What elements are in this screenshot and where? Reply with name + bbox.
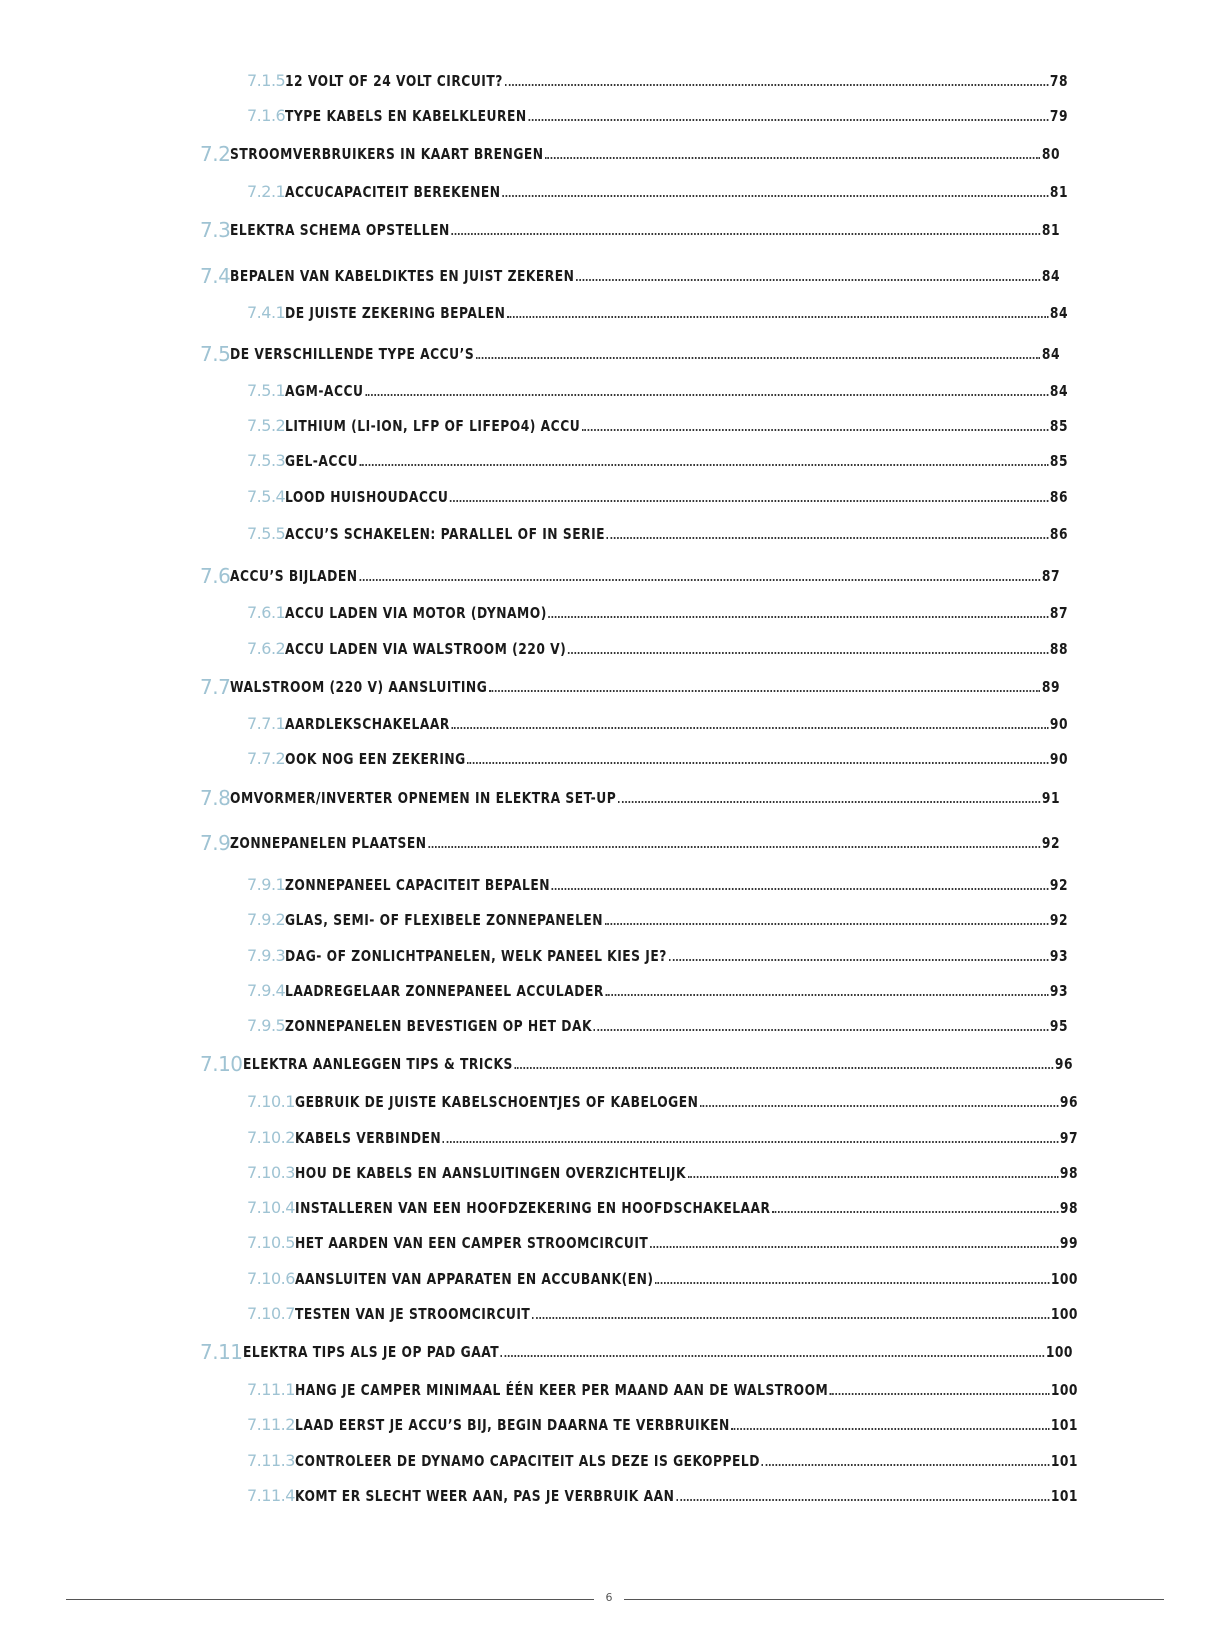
toc-entry-line	[295, 1489, 1078, 1508]
toc-entry-line	[285, 1019, 1068, 1038]
toc-entry-number: 7.7.2	[247, 749, 286, 768]
toc-dot-leader	[605, 923, 1049, 925]
toc-entry[interactable]	[247, 408, 1080, 438]
toc-entry[interactable]	[247, 1372, 1080, 1402]
toc-entry[interactable]	[247, 1478, 1080, 1508]
toc-entry-title: AGM-ACCU	[285, 382, 364, 400]
toc-dot-leader	[731, 1428, 1049, 1430]
toc-entry-page: 90	[1050, 715, 1069, 733]
toc-entry-title: TESTEN VAN JE STROOMCIRCUIT	[294, 1305, 531, 1323]
toc-entry-page: 78	[1050, 72, 1069, 90]
toc-entry-page: 81	[1042, 221, 1061, 239]
toc-dot-leader	[546, 157, 1041, 159]
toc-entry-title: GEBRUIK DE JUISTE KABELSCHOENTJES OF KABELOGEN	[294, 1093, 699, 1111]
toc-entry-page: 88	[1050, 640, 1069, 658]
toc-dot-leader	[529, 119, 1049, 121]
toc-dot-leader	[452, 727, 1049, 729]
toc-entry-number: 7.10.6	[247, 1269, 295, 1288]
toc-entry[interactable]	[247, 98, 1080, 128]
toc-entry-page: 92	[1050, 911, 1069, 929]
toc-dot-leader	[594, 1029, 1049, 1031]
toc-entry-page: 93	[1050, 982, 1069, 1000]
toc-entry[interactable]	[247, 867, 1080, 897]
toc-dot-leader	[476, 357, 1040, 359]
toc-entry-title: ZONNEPANELEN PLAATSEN	[230, 834, 427, 852]
toc-dot-leader	[360, 464, 1049, 466]
toc-entry[interactable]	[247, 902, 1080, 932]
toc-entry-page: 95	[1050, 1017, 1069, 1035]
toc-entry-page: 100	[1050, 1381, 1078, 1399]
toc-entry-number: 7.10.3	[247, 1163, 295, 1182]
toc-entry[interactable]	[247, 1120, 1080, 1150]
toc-entry[interactable]	[247, 1008, 1080, 1038]
toc-dot-leader	[606, 994, 1049, 996]
toc-entry[interactable]	[200, 1334, 1080, 1364]
toc-entry-title: 12 VOLT OF 24 VOLT CIRCUIT?	[285, 72, 504, 90]
toc-dot-leader	[676, 1499, 1049, 1501]
toc-entry-line	[285, 490, 1068, 509]
toc-entry-title: ELEKTRA TIPS ALS JE OP PAD GAAT	[242, 1343, 499, 1361]
toc-entry-line	[285, 185, 1068, 204]
toc-entry-number: 7.4.1	[247, 303, 286, 322]
toc-entry-number: 7.2	[200, 142, 231, 166]
toc-entry-line	[285, 109, 1068, 128]
toc-entry[interactable]	[247, 706, 1080, 736]
toc-entry-line	[285, 878, 1068, 897]
toc-entry-page: 84	[1042, 345, 1061, 363]
toc-entry-line	[285, 717, 1068, 736]
toc-entry-page: 86	[1050, 525, 1069, 543]
toc-entry-page: 98	[1059, 1164, 1078, 1182]
toc-entry-number: 7.11.3	[247, 1451, 295, 1470]
toc-dot-leader	[468, 762, 1049, 764]
toc-entry[interactable]	[247, 373, 1080, 403]
toc-entry-title: WALSTROOM (220 V) AANSLUITING	[230, 678, 488, 696]
toc-entry-page: 101	[1050, 1416, 1078, 1434]
toc-entry-line	[230, 791, 1060, 810]
toc-entry-title: DE VERSCHILLENDE TYPE ACCU’S	[230, 345, 475, 363]
toc-entry[interactable]	[247, 595, 1080, 625]
toc-entry-page: 85	[1050, 452, 1069, 470]
toc-dot-leader	[428, 846, 1040, 848]
toc-entry-page: 100	[1045, 1343, 1073, 1361]
toc-entry-line	[285, 606, 1068, 625]
toc-entry[interactable]	[247, 516, 1080, 546]
toc-entry-page: 101	[1050, 1487, 1078, 1505]
toc-dot-leader	[365, 394, 1048, 396]
toc-entry-page: 89	[1042, 678, 1061, 696]
toc-dot-leader	[552, 888, 1049, 890]
toc-entry-number: 7.5.1	[247, 381, 286, 400]
toc-entry-line	[295, 1095, 1078, 1114]
toc-entry-number: 7.6.1	[247, 603, 286, 622]
toc-entry[interactable]	[247, 1407, 1080, 1437]
toc-entry-page: 85	[1050, 417, 1069, 435]
toc-entry-title: GEL-ACCU	[285, 452, 359, 470]
toc-entry-line	[295, 1131, 1078, 1150]
toc-entry-line	[230, 836, 1060, 855]
toc-dot-leader	[688, 1176, 1059, 1178]
toc-entry-page: 84	[1050, 304, 1069, 322]
toc-entry-number: 7.8	[200, 786, 231, 810]
toc-entry-page: 81	[1050, 183, 1069, 201]
toc-entry-title: KOMT ER SLECHT WEER AAN, PAS JE VERBRUIK AAN	[294, 1487, 675, 1505]
toc-entry-title: HOU DE KABELS EN AANSLUITINGEN OVERZICHTELIJK	[294, 1164, 686, 1182]
toc-entry-title: ACCU’S BIJLADEN	[230, 567, 358, 585]
toc-entry[interactable]	[247, 1190, 1080, 1220]
toc-dot-leader	[655, 1282, 1049, 1284]
toc-entry-title: ACCUCAPACITEIT BEREKENEN	[285, 183, 501, 201]
toc-entry-title: KABELS VERBINDEN	[294, 1129, 442, 1147]
toc-entry-page: 99	[1059, 1234, 1078, 1252]
toc-entry[interactable]	[247, 1084, 1080, 1114]
toc-entry-line	[295, 1236, 1078, 1255]
toc-dot-leader	[450, 500, 1048, 502]
toc-entry-number: 7.9	[200, 831, 231, 855]
toc-dot-leader	[830, 1393, 1049, 1395]
toc-entry-line	[285, 419, 1068, 438]
toc-dot-leader	[700, 1105, 1058, 1107]
toc-dot-leader	[502, 195, 1048, 197]
toc-entry-page: 100	[1050, 1305, 1078, 1323]
toc-dot-leader	[443, 1141, 1058, 1143]
toc-dot-leader	[618, 801, 1040, 803]
toc-entry-page: 98	[1059, 1199, 1078, 1217]
toc-entry-title: STROOMVERBRUIKERS IN KAART BRENGEN	[230, 145, 544, 163]
toc-entry-title: HANG JE CAMPER MINIMAAL ÉÉN KEER PER MAAND AAN DE WALSTROOM	[294, 1381, 829, 1399]
toc-entry-page: 87	[1050, 604, 1069, 622]
toc-entry-title: OMVORMER/INVERTER OPNEMEN IN ELEKTRA SET-UP	[230, 789, 617, 807]
toc-entry[interactable]	[247, 631, 1080, 661]
toc-entry-line	[295, 1201, 1078, 1220]
toc-entry-line	[230, 569, 1060, 588]
toc-entry-page: 96	[1054, 1055, 1073, 1073]
toc-dot-leader	[582, 429, 1048, 431]
toc-dot-leader	[607, 537, 1049, 539]
toc-dot-leader	[514, 1067, 1053, 1069]
toc-entry-number: 7.10	[200, 1052, 243, 1076]
toc-entry-line	[243, 1057, 1073, 1076]
toc-entry[interactable]	[200, 212, 1080, 242]
toc-entry-title: ACCU LADEN VIA WALSTROOM (220 V)	[285, 640, 567, 658]
toc-dot-leader	[772, 1211, 1058, 1213]
toc-entry[interactable]	[247, 1225, 1080, 1255]
toc-entry-number: 7.11.1	[247, 1380, 295, 1399]
footer-rule-left	[66, 1599, 594, 1600]
toc-entry-line	[285, 454, 1068, 473]
toc-entry-title: LITHIUM (LI-ION, LFP OF LIFEPO4) ACCU	[285, 417, 581, 435]
toc-dot-leader	[360, 579, 1041, 581]
toc-entry-line	[230, 269, 1060, 288]
toc-dot-leader	[505, 84, 1049, 86]
toc-entry-title: LAADREGELAAR ZONNEPANEEL ACCULADER	[285, 982, 605, 1000]
toc-entry-line	[295, 1166, 1078, 1185]
toc-entry-title: ACCU LADEN VIA MOTOR (DYNAMO)	[285, 604, 548, 622]
toc-entry-line	[285, 949, 1068, 968]
toc-entry[interactable]	[200, 1046, 1080, 1076]
toc-entry-title: CONTROLEER DE DYNAMO CAPACITEIT ALS DEZE IS GEKOPPELD	[294, 1452, 760, 1470]
toc-entry-page: 84	[1050, 382, 1069, 400]
toc-entry[interactable]	[247, 1155, 1080, 1185]
toc-entry-number: 7.11.4	[247, 1486, 295, 1505]
toc-entry-number: 7.9.5	[247, 1016, 286, 1035]
toc-dot-leader	[549, 616, 1049, 618]
toc-entry-page: 100	[1050, 1270, 1078, 1288]
toc-entry-number: 7.10.4	[247, 1198, 295, 1217]
toc-entry-number: 7.9.3	[247, 946, 286, 965]
toc-dot-leader	[489, 690, 1040, 692]
toc-entry-title: OOK NOG EEN ZEKERING	[285, 750, 466, 768]
toc-entry-title: DE JUISTE ZEKERING BEPALEN	[285, 304, 506, 322]
footer-rule-right	[624, 1599, 1164, 1600]
toc-dot-leader	[761, 1464, 1049, 1466]
toc-entry[interactable]	[247, 443, 1080, 473]
toc-entry-line	[230, 223, 1060, 242]
toc-entry[interactable]	[247, 1296, 1080, 1326]
toc-entry-number: 7.6.2	[247, 639, 286, 658]
toc-entry[interactable]	[200, 825, 1080, 855]
toc-entry[interactable]	[200, 258, 1080, 288]
toc-entry-page: 96	[1059, 1093, 1078, 1111]
toc-entry-page: 90	[1050, 750, 1069, 768]
toc-entry[interactable]	[200, 780, 1080, 810]
toc-entry-title: AANSLUITEN VAN APPARATEN EN ACCUBANK(EN)	[294, 1270, 654, 1288]
toc-dot-leader	[507, 316, 1048, 318]
toc-entry-line	[295, 1272, 1078, 1291]
toc-entry-title: BEPALEN VAN KABELDIKTES EN JUIST ZEKEREN	[230, 267, 575, 285]
toc-entry-number: 7.9.4	[247, 981, 286, 1000]
footer-page-number: 6	[605, 1591, 613, 1604]
toc-entry-title: LOOD HUISHOUDACCU	[285, 488, 449, 506]
toc-entry-line	[295, 1418, 1078, 1437]
toc-entry-number: 7.6	[200, 564, 231, 588]
toc-entry-line	[230, 680, 1060, 699]
toc-entry-number: 7.10.5	[247, 1233, 295, 1252]
toc-dot-leader	[532, 1317, 1049, 1319]
toc-entry[interactable]	[247, 938, 1080, 968]
toc-entry-line	[295, 1307, 1078, 1326]
toc-entry-page: 79	[1050, 107, 1069, 125]
toc-entry-title: ZONNEPANELEN BEVESTIGEN OP HET DAK	[285, 1017, 593, 1035]
toc-entry-page: 92	[1050, 876, 1069, 894]
toc-entry-number: 7.3	[200, 218, 231, 242]
toc-entry-line	[230, 347, 1060, 366]
toc-entry[interactable]	[247, 973, 1080, 1003]
toc-entry-number: 7.5	[200, 342, 231, 366]
toc-entry-line	[285, 984, 1068, 1003]
toc-entry-title: LAAD EERST JE ACCU’S BIJ, BEGIN DAARNA TE VERBRUIKEN	[294, 1416, 730, 1434]
toc-entry[interactable]	[200, 558, 1080, 588]
toc-dot-leader	[576, 279, 1040, 281]
toc-entry[interactable]	[247, 479, 1080, 509]
toc-entry-title: INSTALLEREN VAN EEN HOOFDZEKERING EN HOOFDSCHAKELAAR	[294, 1199, 771, 1217]
toc-entry-line	[285, 913, 1068, 932]
toc-entry-number: 7.4	[200, 264, 231, 288]
toc-entry-number: 7.5.5	[247, 524, 286, 543]
toc-entry-number: 7.5.4	[247, 487, 286, 506]
toc-entry[interactable]	[247, 174, 1080, 204]
toc-entry-title: ZONNEPANEEL CAPACITEIT BEPALEN	[285, 876, 551, 894]
toc-entry[interactable]	[200, 136, 1080, 166]
toc-entry[interactable]	[247, 1261, 1080, 1291]
toc-entry-number: 7.7	[200, 675, 231, 699]
toc-entry[interactable]	[247, 741, 1080, 771]
toc-entry-title: ELEKTRA AANLEGGEN TIPS & TRICKS	[242, 1055, 513, 1073]
toc-entry[interactable]	[200, 336, 1080, 366]
toc-entry-page: 101	[1050, 1452, 1078, 1470]
toc-entry-number: 7.11	[200, 1340, 243, 1364]
toc-entry-page: 87	[1042, 567, 1061, 585]
toc-entry-title: ACCU’S SCHAKELEN: PARALLEL OF IN SERIE	[285, 525, 606, 543]
toc-entry-page: 91	[1042, 789, 1061, 807]
toc-entry-line	[295, 1454, 1078, 1473]
toc-entry-line	[285, 306, 1068, 325]
toc-entry-page: 92	[1042, 834, 1061, 852]
toc-entry[interactable]	[200, 669, 1080, 699]
toc-entry-number: 7.9.1	[247, 875, 286, 894]
toc-entry[interactable]	[247, 1443, 1080, 1473]
toc-entry-line	[285, 384, 1068, 403]
toc-entry-page: 93	[1050, 947, 1069, 965]
toc-entry-title: HET AARDEN VAN EEN CAMPER STROOMCIRCUIT	[294, 1234, 649, 1252]
toc-entry-number: 7.10.2	[247, 1128, 295, 1147]
toc-entry-number: 7.1.5	[247, 71, 286, 90]
toc-entry-number: 7.7.1	[247, 714, 286, 733]
toc-entry-number: 7.5.3	[247, 451, 286, 470]
toc-entry-number: 7.2.1	[247, 182, 286, 201]
toc-entry-title: AARDLEKSCHAKELAAR	[285, 715, 451, 733]
toc-entry[interactable]	[247, 295, 1080, 325]
toc-entry-line	[285, 752, 1068, 771]
toc-entry-number: 7.10.7	[247, 1304, 295, 1323]
toc-entry-line	[285, 74, 1068, 93]
toc-entry-page: 86	[1050, 488, 1069, 506]
toc-entry-number: 7.11.2	[247, 1415, 295, 1434]
toc-entry-number: 7.1.6	[247, 106, 286, 125]
toc-dot-leader	[669, 959, 1049, 961]
toc-entry-line	[285, 642, 1068, 661]
toc-entry-page: 80	[1042, 145, 1061, 163]
toc-entry-page: 97	[1059, 1129, 1078, 1147]
toc-dot-leader	[650, 1246, 1058, 1248]
toc-entry-line	[230, 147, 1060, 166]
toc-entry-line	[285, 527, 1068, 546]
toc-entry-line	[243, 1345, 1073, 1364]
toc-dot-leader	[500, 1355, 1043, 1357]
toc-entry-title: ELEKTRA SCHEMA OPSTELLEN	[230, 221, 451, 239]
toc-dot-leader	[568, 652, 1048, 654]
toc-entry-title: DAG- OF ZONLICHTPANELEN, WELK PANEEL KIES JE?	[285, 947, 668, 965]
toc-entry-number: 7.9.2	[247, 910, 286, 929]
toc-dot-leader	[452, 233, 1041, 235]
toc-entry-number: 7.10.1	[247, 1092, 295, 1111]
toc-entry-number: 7.5.2	[247, 416, 286, 435]
toc-entry-line	[295, 1383, 1078, 1402]
toc-entry-title: GLAS, SEMI- OF FLEXIBELE ZONNEPANELEN	[285, 911, 604, 929]
toc-entry-page: 84	[1042, 267, 1061, 285]
toc-entry-title: TYPE KABELS EN KABELKLEUREN	[285, 107, 527, 125]
toc-entry[interactable]	[247, 63, 1080, 93]
